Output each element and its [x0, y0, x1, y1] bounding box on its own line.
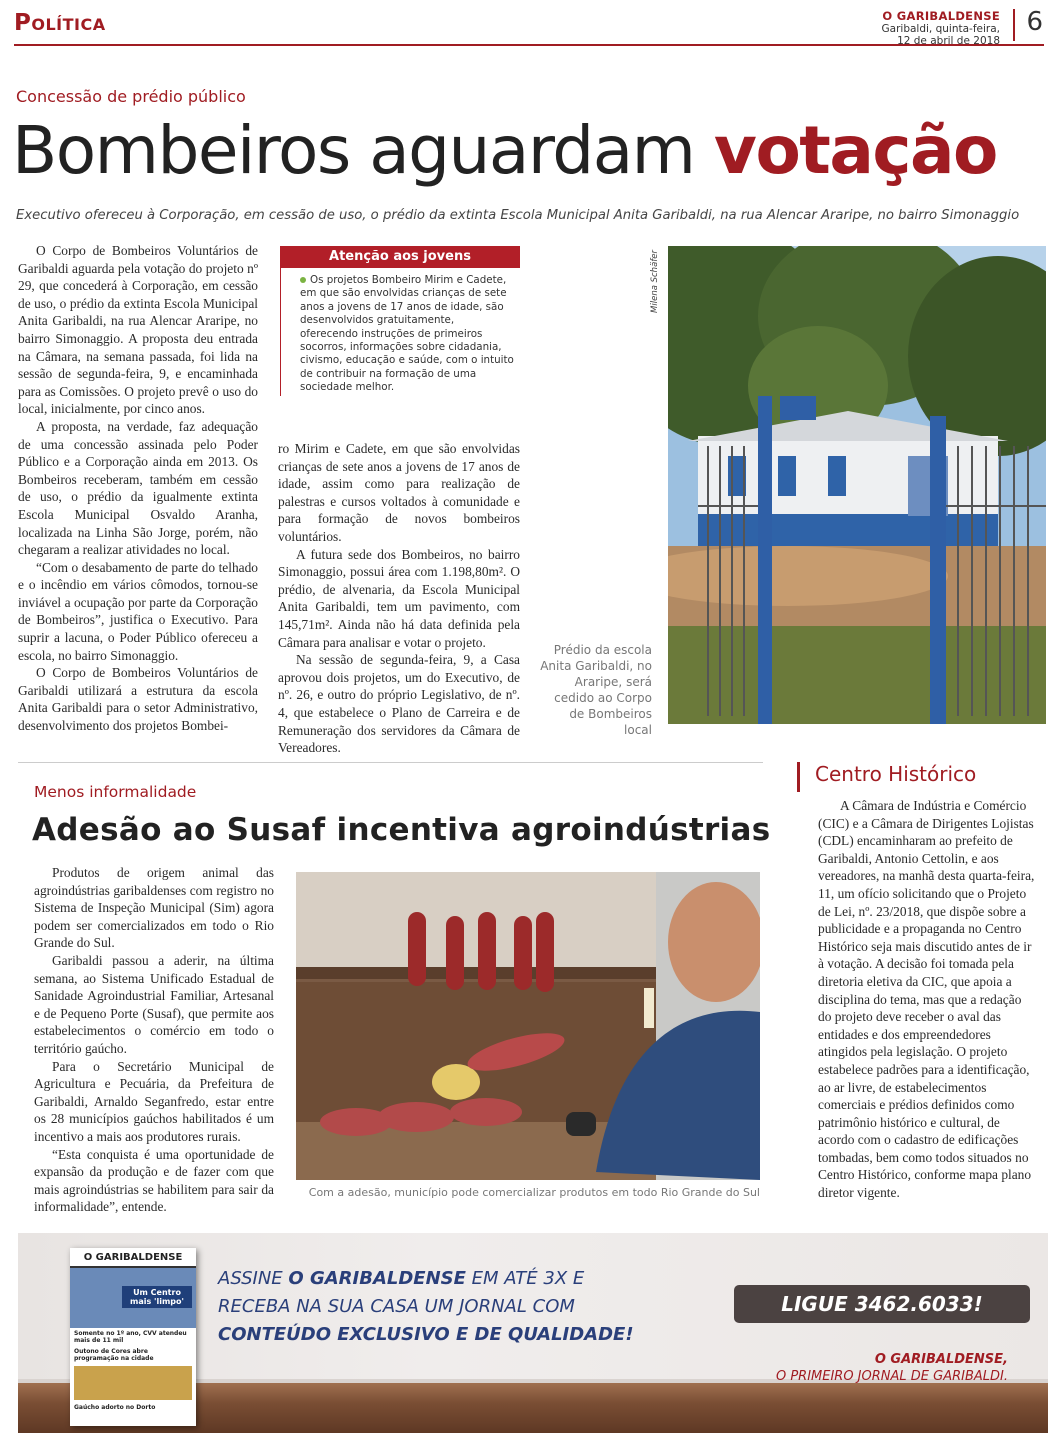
- school-building-photo: [668, 246, 1046, 724]
- date-line-1: Garibaldi, quinta-feira,: [881, 23, 1000, 35]
- paragraph: Na sessão de segunda-feira, 9, a Casa aprovou dois projetos, um do Executivo, de nº. 26, e outro do próprio Legislativo, de nº. 4, que estabelece o Plano de Carreira e de Remuneração dos servidores da Câmara de Vereadores.: [278, 652, 520, 756]
- sausage-photo: [296, 872, 760, 1180]
- cover-teaser-1: Somente no 1º ano, CVV atendeu mais de 11 mil: [74, 1330, 187, 1344]
- page-number: 6: [1026, 7, 1043, 37]
- section-separator: [18, 762, 763, 763]
- paper-name: O GARIBALDENSE: [882, 9, 1000, 23]
- school-photo-illustration: [668, 246, 1046, 724]
- paragraph: Para o Secretário Municipal de Agricultura e Pecuária, da Prefeitura de Garibaldi, Arnaldo Seganfredo, estar entre os 28 municípios gaúchos habilitados é um incentivo a mais aos produtores rurais.: [34, 1058, 274, 1144]
- article1-subhead: Executivo ofereceu à Corporação, em cessão de uso, o prédio da extinta Escola Municipal Anita Garibaldi, na rua Alencar Araripe, no bairro Simonaggio: [16, 208, 1020, 223]
- cover-teaser-3: Gaúcho adorto no Dorto: [74, 1404, 156, 1411]
- date-line-2: 12 de abril de 2018: [897, 35, 1000, 47]
- cover-headline: Um Centro mais 'limpo': [122, 1286, 192, 1308]
- paragraph: ro Mirim e Cadete, em que são envolvidas crianças de sete anos a jovens de 17 anos de idade, assim como para realização de palestras e cursos voltados à comunidade e para formação de novos bombeiros voluntários.: [278, 441, 520, 544]
- sidebar-box: [280, 246, 520, 395]
- article2-headline: Adesão ao Susaf incentiva agroindústrias: [32, 812, 771, 848]
- headline-part-1: Bombeiros aguardam: [12, 112, 714, 189]
- newspaper-cover: [70, 1248, 196, 1426]
- paragraph: A Câmara de Indústria e Comércio (CIC) e a Câmara de Dirigentes Lojistas (CDL) encaminharam ao prefeito de Garibaldi, Antonio Cettolin, e aos vereadores, na manhã desta quarta-feira, 11, um ofício solicitando que o Projeto de Lei, nº. 23/2018, que dispõe sobre a publicidade e a propaganda no Centro Histórico seja mais discutido antes de ir à votação. A decisão foi tomada pela diretoria eletiva da CIC, que apoia a disciplina do tema, mas que a redação do projeto deve receber o aval das entidades e dos empreendedores atingidos pela legislação. O projeto estabelece padrões para a identificação, ao ar livre, de estabelecimentos comerciais e prédios definidos como patrimônio histórico e cultural, de acordo com o cadastro de edificações tombadas, bem como todos situados no Centro Histórico, conforme mapa plano diretor vigente.: [818, 798, 1035, 1201]
- paragraph: O Corpo de Bombeiros Voluntários de Garibaldi utilizará a estrutura da escola Anita Garibaldi para o setor Administrativo, desenvolvimento dos projetos Bombei-: [18, 665, 258, 734]
- cover-masthead: O GARIBALDENSE: [70, 1248, 196, 1268]
- paragraph: A proposta, na verdade, faz adequação de uma concessão assinada pelo Poder Público e a Corporação ainda em 2013. Os Bombeiros receberam, também em cessão de uso, o prédio da igualmente extinta Escola Municipal Osvaldo Aranha, localizada na Linha São Jorge, porém, não chegaram a realizar atividades no local.: [18, 418, 258, 558]
- paragraph: O Corpo de Bombeiros Voluntários de Garibaldi aguarda pela votação do projeto nº 29, que concederá à Corporação, em cessão de uso, o prédio da extinta Escola Municipal Anita Garibaldi, na rua Alencar Araripe, no bairro Simonaggio. A proposta deu entrada na Câmara, na semana passada, foi lida na sessão de segunda-feira, 9, e encaminhada para as Comissões. O projeto prevê o uso do local, inicialmente, por cinco anos.: [18, 243, 258, 417]
- masthead-box: [882, 9, 1000, 47]
- article1-column-2: [278, 440, 520, 757]
- article2-column: [34, 864, 274, 1216]
- ad-line-1: [218, 1265, 634, 1293]
- ad-slogan-2: O PRIMEIRO JORNAL DE GARIBALDI.: [775, 1369, 1008, 1384]
- sidebar-title: Atenção aos jovens: [280, 246, 520, 268]
- paragraph: “Esta conquista é uma oportunidade de expansão da produção e de fazer com que mais agroindústrias se habilitem para sair da informalidade”, entende.: [34, 1146, 274, 1215]
- paragraph: Produtos de origem animal das agroindústrias garibaldenses com registro no Sistema de Inspeção Municipal (Sim) agora podem ser comercializados em todo o Rio Grande do Sul.: [34, 865, 274, 951]
- article2-kicker: Menos informalidade: [34, 783, 197, 801]
- article1-column-1: [18, 242, 258, 735]
- headline-part-2: votação: [713, 112, 997, 189]
- bullet-icon: [300, 277, 306, 283]
- ad-slogan: [718, 1351, 1008, 1385]
- ad-line-1c: EM ATÉ 3X E: [465, 1268, 585, 1289]
- cover-teaser-2: Outono de Cores abre programação na cidade: [74, 1348, 154, 1362]
- centro-historico-title: Centro Histórico: [815, 762, 977, 786]
- centro-historico-bar: [797, 762, 800, 792]
- subscription-ad: [18, 1233, 1048, 1433]
- paragraph: A futura sede dos Bombeiros, no bairro Simonaggio, possui área com 1.198,80m². O prédio, de alvenaria, da Escola Municipal Anita Garibaldi, tem um pavimento, com 145,71m². Ainda não há data definida pela Câmara para analisar e votar o projeto.: [278, 546, 520, 650]
- ad-text: [218, 1265, 634, 1349]
- paragraph: Garibaldi passou a aderir, na última semana, ao Sistema Unificado Estadual de Sanidade Agroindustrial Familiar, Artesanal e de Pequeno Porte (Susaf), que permite aos estabelecimentos o comércio em todo o território gaúcho.: [34, 952, 274, 1056]
- photo-caption-2: Com a adesão, município pode comercializar produtos em todo Rio Grande do Sul: [308, 1186, 760, 1199]
- ad-phone-box: LIGUE 3462.6033!: [734, 1285, 1030, 1323]
- article1-headline: [12, 106, 997, 196]
- ad-line-1b: O GARIBALDENSE: [288, 1268, 466, 1289]
- article1-kicker: Concessão de prédio público: [16, 87, 246, 106]
- sausage-photo-illustration: [296, 872, 760, 1180]
- paragraph: “Com o desabamento de parte do telhado e o incêndio em vários cômodos, tornou-se inviável a ocupação por parte da Corporação de Bombeiros”, justifica o Executivo. Para suprir a lacuna, o Poder Público ofereceu a escola, no bairro Simonaggio.: [18, 559, 258, 663]
- ad-line-3: CONTEÚDO EXCLUSIVO E DE QUALIDADE!: [218, 1324, 634, 1345]
- cover-photo-2: [74, 1366, 192, 1400]
- ad-line-2: RECEBA NA SUA CASA UM JORNAL COM: [218, 1296, 575, 1317]
- ad-slogan-1: O GARIBALDENSE,: [874, 1352, 1008, 1367]
- sidebar-text-block: [280, 274, 520, 395]
- page-number-divider: [1013, 9, 1015, 41]
- ad-line-1a: ASSINE: [218, 1268, 289, 1289]
- centro-historico-body: [818, 797, 1036, 1202]
- photo-credit: Milena Schäfer: [650, 250, 660, 313]
- cover-photo: [70, 1268, 196, 1328]
- photo-caption-1: Prédio da escola Anita Garibaldi, no Araripe, será cedido ao Corpo de Bombeiros local: [540, 643, 652, 737]
- sidebar-text: Os projetos Bombeiro Mirim e Cadete, em que são envolvidas crianças de sete anos a jovens de 17 anos de idade, são desenvolvidos gratuitamente, oferecendo instruções de primeiros socorros, informações sobre cidadania, civismo, educação e saúde, com o intuito de contribuir na formação de uma sociedade melhor.: [300, 274, 514, 394]
- section-label: Política: [14, 10, 106, 36]
